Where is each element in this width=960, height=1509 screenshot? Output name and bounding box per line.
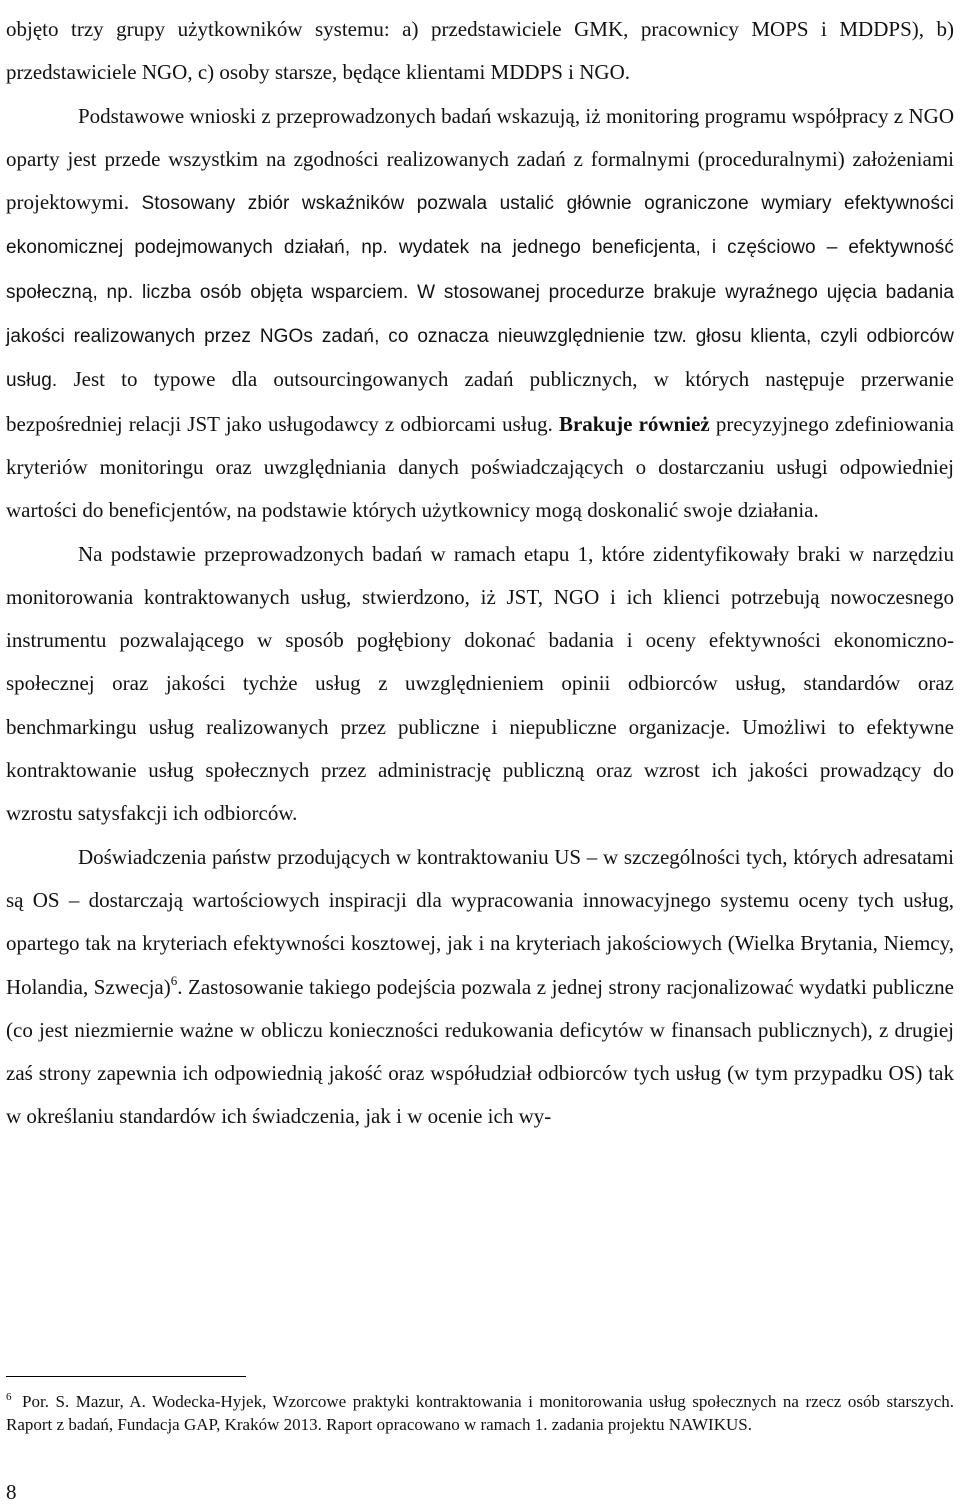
paragraph-4-text-a: Doświadczenia państw przodujących w kontraktowaniu US – w szczególności tych, których adresatami są OS – dostarczają wartościowych inspiracji dla wypracowania innowacyjnego systemu oceny tych usług, opartego tak na kryteriach efektywności kosztowej, jak i na kryteriach jakościowych (Wielka Brytania, Niemcy, Holandia, Szwecja) xyxy=(6,844,954,999)
paragraph-3 xyxy=(6,533,954,836)
paragraph-4-text-b: . Zastosowanie takiego podejścia pozwala z jednej strony racjonalizować wydatki publiczne (co jest niezmiernie ważne w obliczu konieczności redukowania deficytów w finansach publicznych), z drugiej zaś strony zapewnia ich odpowiednią jakość oraz współudział odbiorców tych usług (w tym przypadku OS) tak w określaniu standardów ich świadczenia, jak i w ocenie ich wy- xyxy=(6,974,954,1129)
paragraph-2-text-a: Podstawowe wnioski z przeprowadzonych badań wskazują, iż monitoring programu współpracy z NGO oparty jest przede wszystkim na zgodności realizowanych zadań z formalnymi (proceduralnymi) założeniami projektowymi. xyxy=(6,103,954,215)
page-number: 8 xyxy=(6,1480,17,1504)
paragraph-1-text: objęto trzy grupy użytkowników systemu: a) przedstawiciele GMK, pracownicy MOPS i MDDPS), b) przedstawiciele NGO, c) osoby starsze, będące klientami MDDPS i NGO. xyxy=(6,17,954,85)
footnote-reference[interactable]: 6 xyxy=(170,972,178,988)
footnote xyxy=(6,1390,954,1436)
paragraph-1 xyxy=(6,8,954,95)
body-text xyxy=(6,8,954,1139)
paragraph-2-text-d: Jest to typowe dla outsourcingowanych zadań publicznych, w których następuje przerwanie bezpośredniej relacji JST jako usługodawcy z odbiorcami usług. xyxy=(6,367,954,436)
paragraph-2 xyxy=(6,95,954,533)
paragraph-4 xyxy=(6,836,954,1139)
footnote-text: Por. S. Mazur, A. Wodecka-Hyjek, Wzorcowe praktyki kontraktowania i monitorowania usług społecznych na rzecz osób starszych. Raport z badań, Fundacja GAP, Kraków 2013. Raport opracowano w ramach 1. zadania projektu NAWIKUS. xyxy=(6,1392,954,1434)
paragraph-2-text-b: Stosowany zbiór wskaźników pozwala ustalić głównie ograniczone wymiary efektywności ekonomicznej podejmowanych działań, np. wydatek na jednego beneficjenta, i częściowo – efektywność społeczną, np. liczba osób objęta wsparciem. xyxy=(6,193,954,303)
footnote-separator xyxy=(6,1376,246,1377)
paragraph-3-text: Na podstawie przeprowadzonych badań w ramach etapu 1, które zidentyfikowały braki w narzędziu monitorowania kontraktowanych usług, stwierdzono, iż JST, NGO i ich klienci potrzebują nowoczesnego instrumentu pozwalającego w sposób pogłębiony dokonać badania i oceny efektywności ekonomiczno-społecznej oraz jakości tychże usług z uwzględnieniem opinii odbiorców usług, standardów oraz benchmarkingu usług realizowanych przez publiczne i niepubliczne organizacje. Umożliwi to efektywne kontraktowanie usług społecznych przez administrację publiczną oraz wzrost ich jakości prowadzący do wzrostu satysfakcji ich odbiorców. xyxy=(6,541,954,826)
paragraph-2-text-f: precyzyjnego zdefiniowania kryteriów monitoringu oraz uwzględniania danych poświadczających o dostarczaniu usługi odpowiedniej wartości do beneficjentów, na podstawie których użytkownicy mogą doskonalić swoje działania. xyxy=(6,411,954,523)
paragraph-2-text-c: W stosowanej procedurze brakuje wyraźnego ujęcia badania jakości realizowanych przez NGOs zadań, co oznacza nieuwzględnienie tzw. głosu klienta, czyli odbiorców usług. xyxy=(6,281,954,392)
footnote-number: 6 xyxy=(6,1391,12,1403)
paragraph-2-bold-phrase: Brakuje również xyxy=(558,411,710,436)
document-page xyxy=(6,0,954,1509)
